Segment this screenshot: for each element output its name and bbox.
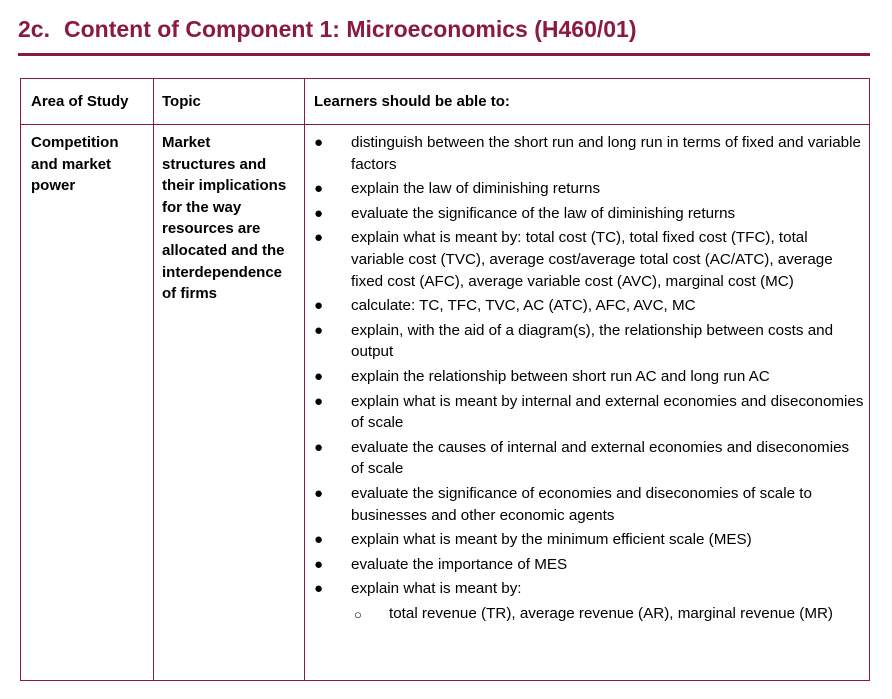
page-title <box>18 16 637 43</box>
bullet-icon: ● <box>314 367 324 385</box>
header-learners: Learners should be able to: <box>314 93 510 110</box>
section-title: Content of Component 1: Microeconomics (H460/01) <box>63 16 637 42</box>
learning-outcomes-list <box>314 132 864 627</box>
list-item <box>314 391 864 434</box>
bullet-icon: ● <box>314 204 324 222</box>
list-item <box>314 178 864 200</box>
outcome-text: evaluate the causes of internal and external economies and diseconomies of scale <box>351 438 850 478</box>
bullet-icon: ● <box>314 580 324 598</box>
bullet-icon: ● <box>314 555 324 573</box>
list-item <box>314 366 864 388</box>
list-item <box>314 132 864 175</box>
topic-line: structures and <box>162 155 267 173</box>
topic-line: interdependence <box>162 263 283 281</box>
heading-rule <box>18 53 870 56</box>
outcome-text: calculate: TC, TFC, TVC, AC (ATC), AFC, AVC, MC <box>351 297 696 315</box>
topic-line: Market <box>162 134 211 151</box>
area-line: and market <box>31 155 112 173</box>
list-item <box>314 483 864 526</box>
bullet-icon: ● <box>314 180 324 198</box>
sub-outcomes-list <box>351 603 864 625</box>
outcome-text: evaluate the significance of the law of diminishing returns <box>351 204 736 222</box>
outcome-text: evaluate the significance of economies and diseconomies of scale to businesses and other economic agents <box>351 484 812 524</box>
bullet-icon: ● <box>314 438 324 456</box>
list-item <box>314 227 864 292</box>
column-divider <box>153 79 154 680</box>
outcome-text: explain what is meant by the minimum efficient scale (MES) <box>351 531 752 549</box>
topic-line: of firms <box>162 285 218 303</box>
spec-table <box>20 78 870 681</box>
section-number: 2c. <box>18 16 50 42</box>
list-item <box>314 578 864 624</box>
outcome-text: explain what is meant by: <box>351 580 522 598</box>
area-line: Competition <box>31 134 119 151</box>
hollow-circle-icon: ○ <box>354 606 362 622</box>
sub-outcome-text: total revenue (TR), average revenue (AR), marginal revenue (MR) <box>389 604 833 622</box>
outcome-text: explain, with the aid of a diagram(s), the relationship between costs and output <box>351 321 834 361</box>
bullet-icon: ● <box>314 229 324 247</box>
header-area-of-study: Area of Study <box>31 93 129 110</box>
bullet-icon: ● <box>314 392 324 410</box>
topic-cell <box>162 132 286 305</box>
column-divider <box>304 79 305 680</box>
outcome-text: explain what is meant by internal and external economies and diseconomies of scale <box>351 392 864 432</box>
outcome-text: distinguish between the short run and long run in terms of fixed and variable factors <box>351 134 861 173</box>
header-row-divider <box>21 124 869 125</box>
topic-line: their implications <box>162 177 287 195</box>
list-item <box>314 320 864 363</box>
topic-line: allocated and the <box>162 241 285 259</box>
outcome-text: explain what is meant by: total cost (TC), total fixed cost (TFC), total variable cost (TVC), average cost/average total cost (AC/ATC), average fixed cost (AFC), average variable cost (AVC), marginal cost (MC) <box>351 229 833 290</box>
list-item <box>314 437 864 480</box>
bullet-icon: ● <box>314 297 324 315</box>
bullet-icon: ● <box>314 484 324 502</box>
list-item <box>314 295 864 317</box>
bullet-icon: ● <box>314 531 324 549</box>
header-topic: Topic <box>162 93 201 110</box>
bullet-icon: ● <box>314 321 324 339</box>
list-item <box>314 203 864 225</box>
topic-line: for the way <box>162 198 242 216</box>
sub-list-item <box>351 603 864 625</box>
area-line: power <box>31 177 76 195</box>
area-of-study-cell <box>31 132 119 197</box>
bullet-icon: ● <box>314 134 324 151</box>
list-item <box>314 529 864 551</box>
topic-line: resources are <box>162 220 261 238</box>
list-item <box>314 554 864 576</box>
outcome-text: explain the relationship between short run AC and long run AC <box>351 367 770 385</box>
outcome-text: evaluate the importance of MES <box>351 555 568 573</box>
outcome-text: explain the law of diminishing returns <box>351 180 601 198</box>
